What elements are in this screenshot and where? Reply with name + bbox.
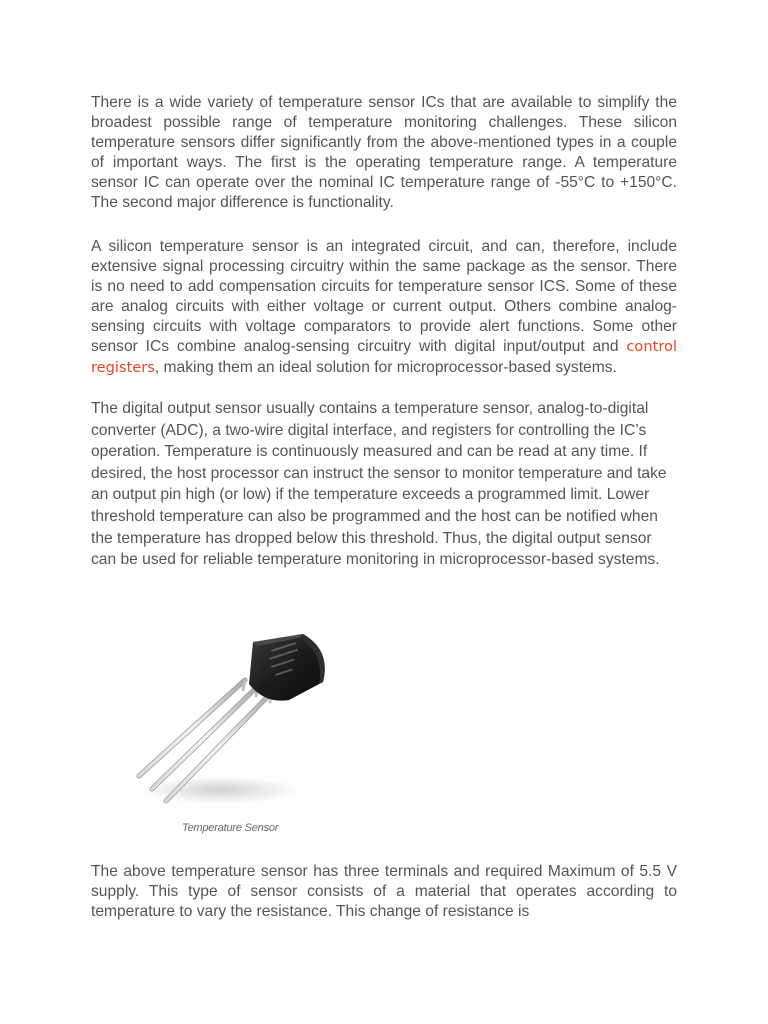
paragraph-intro: There is a wide variety of temperature sensor ICs that are available to simplify the broadest possible range of temperature monitoring challenges. These silicon temperature sensors differ significantly from the above-mentioned types in a couple of important ways. The first is the operating temperature range. A temperature sensor IC can operate over the nominal IC temperature range of -55°C to +150°C. The second major difference is functionality.	[91, 94, 677, 212]
temperature-sensor-illustration	[125, 620, 345, 840]
sensor-body	[249, 634, 325, 701]
paragraph-three-terminals: The above temperature sensor has three terminals and required Maximum of 5.5 V supply. This type of sensor consists of a material that operates according to temperature to vary the resistance. This change of resistance is	[91, 863, 677, 921]
figure-caption: Temperature Sensor	[182, 822, 279, 834]
paragraph-silicon-sensor-text-start: A silicon temperature sensor is an integrated circuit, and can, therefore, include extensive signal processing circuitry within the same package as the sensor. There is no need to add compensation circuits for temperature sensor ICS. Some of these are analog circuits with either voltage or current output. Others combine analog-sensing circuits with voltage comparators to provide alert functions. Some other sensor ICs combine analog-sensing circuitry with digital input/output and	[91, 238, 677, 356]
temperature-sensor-image	[125, 620, 345, 840]
paragraph-silicon-sensor-text-end: , making them an ideal solution for microprocessor-based systems.	[154, 358, 617, 376]
paragraph-silicon-sensor	[91, 237, 677, 378]
control-registers-link[interactable]: control registers	[91, 338, 677, 376]
paragraph-digital-output: The digital output sensor usually contains a temperature sensor, analog-to-digital converter (ADC), a two-wire digital interface, and registers for controlling the IC’s operation. Temperature is continuously measured and can be read at any time. If desired, the host processor can instruct the sensor to monitor temperature and take an output pin high (or low) if the temperature exceeds a programmed limit. Lower threshold temperature can also be programmed and the host can be notified when the temperature has dropped below this threshold. Thus, the digital output sensor can be used for reliable temperature monitoring in microprocessor-based systems.	[91, 400, 667, 569]
